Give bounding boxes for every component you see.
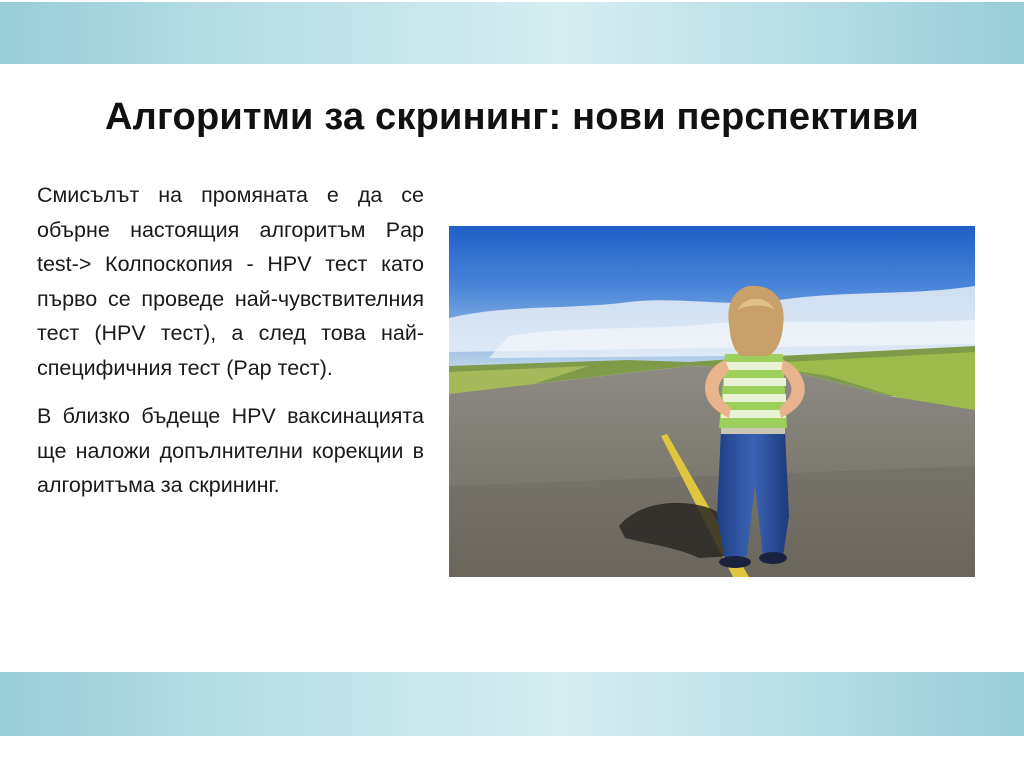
- slide-title: Алгоритми за скрининг: нови перспективи: [105, 96, 919, 138]
- child-on-road-photo: [449, 226, 975, 577]
- slide-body-text: [37, 178, 424, 517]
- bottom-decorative-band: [0, 672, 1024, 736]
- body-paragraph-2: В близко бъдеще HPV ваксинацията ще наложи допълнителни корекции в алгоритъма за скрининг.: [37, 404, 424, 497]
- top-decorative-band: [0, 2, 1024, 64]
- body-paragraph-1: Смисълът на промяната е да се обърне настоящия алгоритъм Pap test-> Колпоскопия - HPV тест като първо се проведе най-чувствителния тест (HPV тест), а след това най-специфичния тест (Pap тест).: [37, 183, 424, 380]
